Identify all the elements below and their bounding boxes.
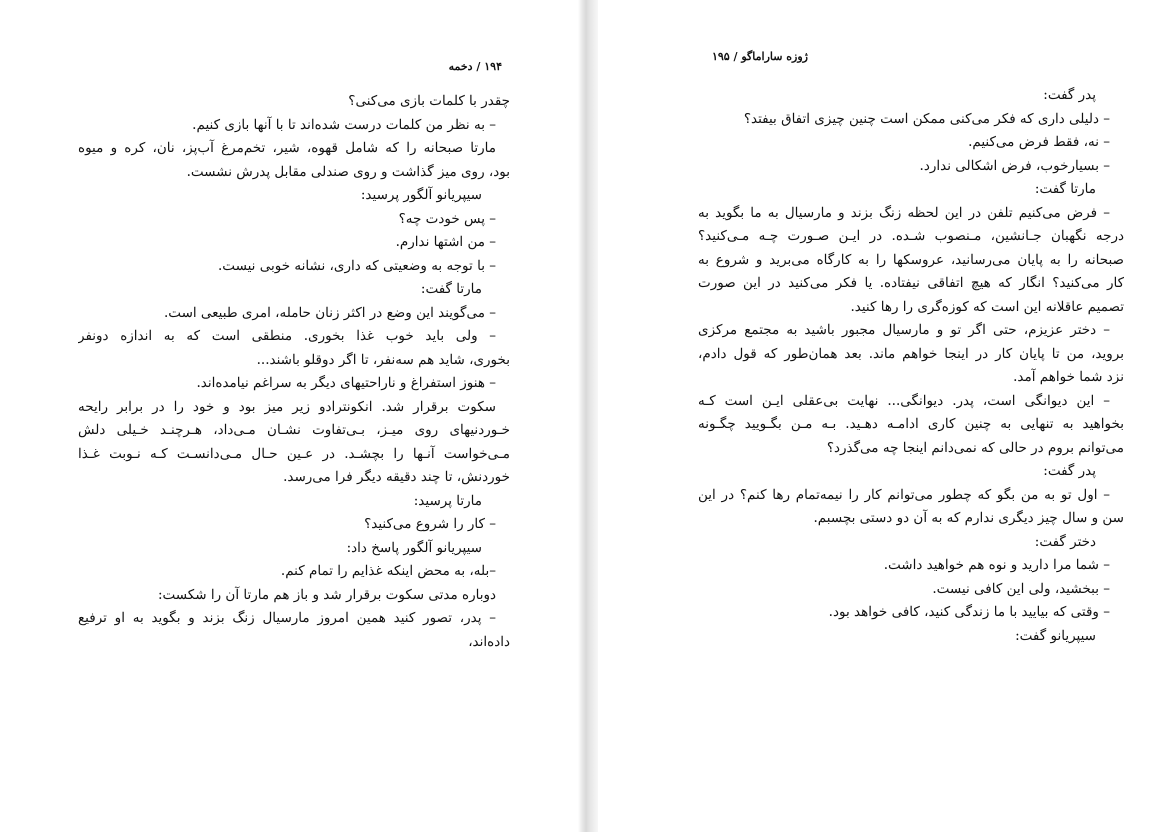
text-line: نزد شما خواهم آمد. (1013, 369, 1124, 385)
text-line: سن و سال چیز دیگری ندارم که به آن دو دستی بچسبم. (813, 510, 1124, 526)
text-line: – ولی باید خوب غذا بخوری. منطقی است که به اندازه دونفر (78, 328, 496, 344)
text-line: – ببخشید، ولی این کافی نیست. (932, 580, 1110, 597)
text-line: سیپریانو گفت: (1015, 627, 1096, 644)
text-line: – می‌گویند این وضع در اکثر زنان حامله، امری طبیعی است. (164, 304, 496, 321)
text-line: سیپریانو آلگور پاسخ داد: (346, 539, 482, 556)
text-line: – پس خودت چه؟ (398, 210, 496, 227)
text-line: مـی‌خواست آنـها را بچشـد. در عـین حـال مـی‌دانسـت کـه نـوبت غـذا (78, 445, 510, 462)
text-line: – وقتی که بیایید با ما زندگی کنید، کافی خواهد بود. (828, 604, 1110, 620)
text-line: پدر گفت: (1043, 463, 1096, 479)
page-header: ۱۹۴ / دخمه (448, 60, 502, 73)
text-line: دوباره مدتی سکوت برقرار شد و باز هم مارتا آن را شکست: (157, 586, 496, 603)
text-line: خـوردنیهای روی میـز، بـی‌تفاوت نشـان مـی‌داد، هـرچنـد خـیلی دلش (78, 422, 510, 438)
text-line: – اول تو به من بگو که چطور می‌توانم کار را نیمه‌تمام رها کنم؟ در این (698, 486, 1110, 503)
text-line: صبحانه را به پایان می‌رسانید، عروسکها را به کارگاه می‌برید و شروع به (698, 251, 1124, 268)
page-body-text (78, 90, 510, 654)
text-line: – نه، فقط فرض می‌کنیم. (968, 134, 1110, 150)
text-line: – شما مرا دارید و نوه هم خواهید داشت. (883, 557, 1110, 573)
text-line: تصمیم عاقلانه این است که کوزه‌گری را رها کنید. (850, 298, 1124, 315)
text-line: دختر گفت: (1034, 533, 1096, 550)
text-line: بود، روی میز گذاشت و روی صندلی مقابل پدرش نشست. (186, 163, 510, 180)
text-line: مارتا صبحانه را که شامل قهوه، شیر، تخم‌مرغ آب‌پز، نان، کره و میوه (78, 140, 496, 156)
text-line: – این دیوانگی است، پدر. دیوانگی... نهایت بی‌عقلی ایـن است کـه (698, 392, 1110, 409)
text-line: – دلیلی داری که فکر می‌کنی ممکن است چنین چیزی اتفاق بیفتد؟ (743, 110, 1110, 127)
text-line: بخوری، شاید هم سه‌نفر، تا اگر دوقلو باشند... (256, 351, 510, 368)
page-header: ژوزه ساراماگو / ۱۹۵ (711, 50, 808, 63)
text-line: می‌توانم بروم در حالی که نمی‌دانم اینجا چه می‌گذرد؟ (826, 439, 1124, 456)
text-line: کار می‌کنید؟ انگار که هیچ اتفاقی نیفتاده. یا فکر می‌کنید در این صورت (698, 275, 1124, 291)
text-line: مارتا گفت: (1034, 181, 1096, 197)
text-line: – با توجه به وضعیتی که داری، نشانه خوبی نیست. (218, 257, 496, 274)
book-spine-gutter (578, 0, 598, 832)
text-line: پدر گفت: (1043, 87, 1096, 103)
text-line: – به نظر من کلمات درست شده‌اند تا با آنها بازی کنیم. (192, 116, 496, 133)
text-line: – بسیارخوب، فرض اشکالی ندارد. (919, 157, 1110, 174)
right-page (598, 0, 1154, 832)
text-line: – من اشتها ندارم. (395, 234, 496, 250)
text-line: سکوت برقرار شد. انکونترادو زیر میز بود و خود را در برابر رایحه (78, 398, 496, 415)
text-line: بروید، من تا پایان کار در اینجا خواهم ماند. بعد همان‌طور که قول دادم، (698, 345, 1124, 362)
text-line: سیپریانو آلگور پرسید: (360, 187, 482, 203)
text-line: – کار را شروع می‌کنید؟ (364, 516, 496, 532)
text-line: چقدر با کلمات بازی می‌کنی؟ (348, 93, 510, 109)
text-line: خوردنش، تا چند دقیقه دیگر فرا می‌رسد. (283, 469, 510, 485)
text-line: – دختر عزیزم، حتی اگر تو و مارسیال مجبور باشید به مجتمع مرکزی (698, 322, 1110, 338)
text-line: – فرض می‌کنیم تلفن در این لحظه زنگ بزند و مارسیال به ما بگوید به (698, 204, 1110, 221)
text-line: – هنوز استفراغ و ناراحتیهای دیگر به سراغم نیامده‌اند. (196, 375, 496, 391)
text-line: داده‌اند، (468, 633, 510, 650)
text-line: بخواهید به تنهایی به چنین کاری ادامـه دهـید. بـه مـن بگـویید چگـونه (698, 416, 1124, 432)
page-body-text (698, 84, 1124, 648)
text-line: مارتا پرسید: (413, 492, 482, 509)
text-line: – پدر، تصور کنید همین امروز مارسیال زنگ بزند و بگوید به او ترفیع (78, 610, 496, 626)
text-line: درجه نگهبان جـانشین، مـنصوب شـده. در ایـن صـورت چـه مـی‌کنید؟ (698, 228, 1124, 244)
text-line: –بله، به محض اینکه غذایم را تمام کنم. (280, 563, 496, 579)
text-line: مارتا گفت: (420, 281, 482, 297)
